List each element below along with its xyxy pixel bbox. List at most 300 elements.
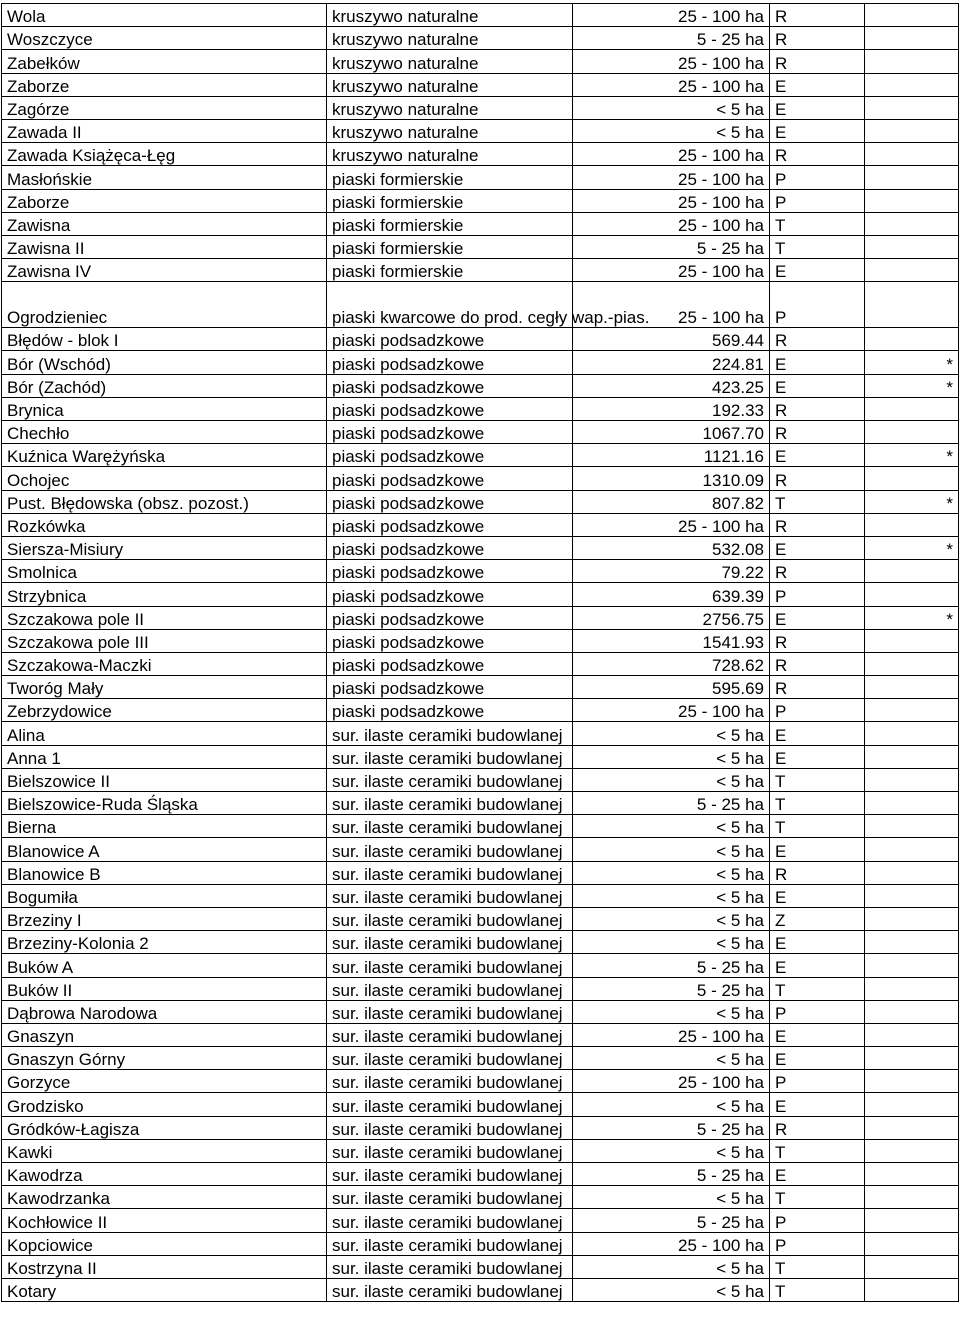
- area-cell: < 5 ha: [573, 768, 770, 791]
- mark-cell: [865, 1047, 959, 1070]
- area-cell: 569.44: [573, 328, 770, 351]
- area-cell: < 5 ha: [573, 1139, 770, 1162]
- area-cell: 192.33: [573, 397, 770, 420]
- area-cell: 5 - 25 ha: [573, 954, 770, 977]
- area-cell: < 5 ha: [573, 1186, 770, 1209]
- table-row: [2, 1023, 959, 1046]
- status-cell: R: [770, 421, 865, 444]
- deposit-name-cell: Smolnica: [2, 560, 327, 583]
- raw-material-cell: sur. ilaste ceramiki budowlanej: [327, 768, 573, 791]
- table-row: [2, 1209, 959, 1232]
- table-row: [2, 96, 959, 119]
- table-row: [2, 397, 959, 420]
- table-row: [2, 421, 959, 444]
- raw-material-cell: sur. ilaste ceramiki budowlanej: [327, 1278, 573, 1301]
- table-row: [2, 699, 959, 722]
- status-cell: R: [770, 676, 865, 699]
- area-cell: 5 - 25 ha: [573, 1116, 770, 1139]
- table-row: [2, 560, 959, 583]
- table-row: [2, 977, 959, 1000]
- status-cell: T: [770, 977, 865, 1000]
- deposit-name-cell: Grodzisko: [2, 1093, 327, 1116]
- raw-material-cell: sur. ilaste ceramiki budowlanej: [327, 722, 573, 745]
- deposit-name-cell: Błędów - blok I: [2, 328, 327, 351]
- status-cell: R: [770, 143, 865, 166]
- mark-cell: [865, 931, 959, 954]
- deposit-name-cell: Buków A: [2, 954, 327, 977]
- raw-material-cell: sur. ilaste ceramiki budowlanej: [327, 815, 573, 838]
- raw-material-cell: piaski podsadzkowe: [327, 374, 573, 397]
- area-cell: < 5 ha: [573, 1278, 770, 1301]
- mark-cell: [865, 1093, 959, 1116]
- table-row: [2, 1070, 959, 1093]
- deposits-table: [1, 3, 959, 1302]
- deposit-name-cell: Ogrodzieniec: [2, 282, 327, 328]
- deposit-name-cell: Dąbrowa Narodowa: [2, 1000, 327, 1023]
- raw-material-cell: sur. ilaste ceramiki budowlanej: [327, 792, 573, 815]
- area-cell: 25 - 100 ha: [573, 143, 770, 166]
- mark-cell: [865, 1116, 959, 1139]
- table-row: [2, 861, 959, 884]
- table-row: [2, 119, 959, 142]
- mark-cell: [865, 1232, 959, 1255]
- mark-cell: [865, 652, 959, 675]
- status-cell: T: [770, 235, 865, 258]
- mark-cell: [865, 259, 959, 282]
- area-cell: < 5 ha: [573, 1093, 770, 1116]
- status-cell: T: [770, 490, 865, 513]
- area-cell: 25 - 100 ha: [573, 513, 770, 536]
- status-cell: E: [770, 536, 865, 559]
- deposit-name-cell: Szczakowa pole III: [2, 629, 327, 652]
- area-cell: 25 - 100 ha: [573, 166, 770, 189]
- area-cell: < 5 ha: [573, 722, 770, 745]
- raw-material-cell: sur. ilaste ceramiki budowlanej: [327, 1139, 573, 1162]
- deposit-name-cell: Ochojec: [2, 467, 327, 490]
- mark-cell: *: [865, 536, 959, 559]
- area-cell: 595.69: [573, 676, 770, 699]
- status-cell: E: [770, 884, 865, 907]
- table-row: [2, 1139, 959, 1162]
- status-cell: E: [770, 1093, 865, 1116]
- deposit-name-cell: Bierna: [2, 815, 327, 838]
- table-row: [2, 815, 959, 838]
- deposit-name-cell: Gnaszyn: [2, 1023, 327, 1046]
- table-row: [2, 1093, 959, 1116]
- mark-cell: [865, 513, 959, 536]
- raw-material-cell: kruszywo naturalne: [327, 96, 573, 119]
- raw-material-cell: sur. ilaste ceramiki budowlanej: [327, 954, 573, 977]
- deposit-name-cell: Brzeziny-Kolonia 2: [2, 931, 327, 954]
- status-cell: R: [770, 50, 865, 73]
- status-cell: R: [770, 467, 865, 490]
- status-cell: E: [770, 351, 865, 374]
- mark-cell: [865, 27, 959, 50]
- raw-material-cell: sur. ilaste ceramiki budowlanej: [327, 1000, 573, 1023]
- mark-cell: [865, 166, 959, 189]
- deposit-name-cell: Kawodrzanka: [2, 1186, 327, 1209]
- raw-material-cell: piaski podsadzkowe: [327, 351, 573, 374]
- mark-cell: [865, 583, 959, 606]
- raw-material-cell: sur. ilaste ceramiki budowlanej: [327, 1186, 573, 1209]
- table-row: [2, 745, 959, 768]
- deposit-name-cell: Zawada II: [2, 119, 327, 142]
- raw-material-cell: piaski podsadzkowe: [327, 629, 573, 652]
- table-row: [2, 513, 959, 536]
- area-cell: 639.39: [573, 583, 770, 606]
- table-row: [2, 143, 959, 166]
- area-cell: < 5 ha: [573, 907, 770, 930]
- table-row: [2, 189, 959, 212]
- mark-cell: [865, 212, 959, 235]
- mark-cell: [865, 50, 959, 73]
- status-cell: T: [770, 768, 865, 791]
- area-cell: 423.25: [573, 374, 770, 397]
- raw-material-cell: piaski formierskie: [327, 235, 573, 258]
- table-row: [2, 1163, 959, 1186]
- mark-cell: [865, 282, 959, 328]
- raw-material-cell: piaski podsadzkowe: [327, 652, 573, 675]
- status-cell: E: [770, 444, 865, 467]
- raw-material-cell: piaski kwarcowe do prod. cegły wap.-pias.: [327, 282, 573, 328]
- area-cell: < 5 ha: [573, 838, 770, 861]
- mark-cell: [865, 792, 959, 815]
- deposit-name-cell: Bór (Wschód): [2, 351, 327, 374]
- area-cell: 1310.09: [573, 467, 770, 490]
- mark-cell: *: [865, 490, 959, 513]
- table-row: [2, 606, 959, 629]
- mark-cell: [865, 143, 959, 166]
- deposit-name-cell: Bogumiła: [2, 884, 327, 907]
- mark-cell: *: [865, 351, 959, 374]
- area-cell: < 5 ha: [573, 96, 770, 119]
- raw-material-cell: sur. ilaste ceramiki budowlanej: [327, 884, 573, 907]
- raw-material-cell: sur. ilaste ceramiki budowlanej: [327, 1232, 573, 1255]
- area-cell: 25 - 100 ha: [573, 282, 770, 328]
- area-cell: 25 - 100 ha: [573, 212, 770, 235]
- deposit-name-cell: Szczakowa pole II: [2, 606, 327, 629]
- table-row: [2, 166, 959, 189]
- table-row: [2, 4, 959, 27]
- raw-material-cell: piaski podsadzkowe: [327, 397, 573, 420]
- table-row: [2, 1116, 959, 1139]
- deposit-name-cell: Bielszowice II: [2, 768, 327, 791]
- mark-cell: *: [865, 606, 959, 629]
- deposit-name-cell: Kostrzyna II: [2, 1255, 327, 1278]
- area-cell: < 5 ha: [573, 1255, 770, 1278]
- deposit-name-cell: Kuźnica Warężyńska: [2, 444, 327, 467]
- status-cell: P: [770, 282, 865, 328]
- area-cell: < 5 ha: [573, 861, 770, 884]
- raw-material-cell: sur. ilaste ceramiki budowlanej: [327, 1255, 573, 1278]
- mark-cell: *: [865, 374, 959, 397]
- mark-cell: [865, 328, 959, 351]
- table-row: [2, 536, 959, 559]
- mark-cell: [865, 421, 959, 444]
- status-cell: E: [770, 838, 865, 861]
- table-row: [2, 954, 959, 977]
- deposit-name-cell: Zawisna: [2, 212, 327, 235]
- deposit-name-cell: Zawada Książęca-Łęg: [2, 143, 327, 166]
- status-cell: E: [770, 119, 865, 142]
- deposit-name-cell: Gnaszyn Górny: [2, 1047, 327, 1070]
- raw-material-cell: piaski formierskie: [327, 166, 573, 189]
- mark-cell: [865, 119, 959, 142]
- raw-material-cell: sur. ilaste ceramiki budowlanej: [327, 977, 573, 1000]
- mark-cell: *: [865, 444, 959, 467]
- deposit-name-cell: Masłońskie: [2, 166, 327, 189]
- deposit-name-cell: Kochłowice II: [2, 1209, 327, 1232]
- table-row: [2, 27, 959, 50]
- area-cell: 2756.75: [573, 606, 770, 629]
- deposit-name-cell: Bór (Zachód): [2, 374, 327, 397]
- deposit-name-cell: Alina: [2, 722, 327, 745]
- mark-cell: [865, 1000, 959, 1023]
- raw-material-cell: piaski formierskie: [327, 189, 573, 212]
- table-row: [2, 444, 959, 467]
- deposits-table-body: [2, 4, 959, 1302]
- mark-cell: [865, 235, 959, 258]
- mark-cell: [865, 189, 959, 212]
- mark-cell: [865, 954, 959, 977]
- deposit-name-cell: Blanowice A: [2, 838, 327, 861]
- mark-cell: [865, 1209, 959, 1232]
- area-cell: 25 - 100 ha: [573, 1070, 770, 1093]
- area-cell: 25 - 100 ha: [573, 73, 770, 96]
- table-row: [2, 884, 959, 907]
- status-cell: P: [770, 699, 865, 722]
- area-cell: 25 - 100 ha: [573, 189, 770, 212]
- mark-cell: [865, 722, 959, 745]
- raw-material-cell: sur. ilaste ceramiki budowlanej: [327, 1070, 573, 1093]
- area-cell: 532.08: [573, 536, 770, 559]
- mark-cell: [865, 838, 959, 861]
- table-row: [2, 1047, 959, 1070]
- raw-material-cell: kruszywo naturalne: [327, 50, 573, 73]
- mark-cell: [865, 560, 959, 583]
- raw-material-cell: sur. ilaste ceramiki budowlanej: [327, 1023, 573, 1046]
- status-cell: T: [770, 1186, 865, 1209]
- raw-material-cell: piaski podsadzkowe: [327, 467, 573, 490]
- deposit-name-cell: Kawodrza: [2, 1163, 327, 1186]
- deposit-name-cell: Anna 1: [2, 745, 327, 768]
- table-row: [2, 259, 959, 282]
- status-cell: R: [770, 328, 865, 351]
- area-cell: 5 - 25 ha: [573, 1209, 770, 1232]
- raw-material-cell: kruszywo naturalne: [327, 73, 573, 96]
- deposit-name-cell: Szczakowa-Maczki: [2, 652, 327, 675]
- status-cell: P: [770, 1000, 865, 1023]
- raw-material-cell: piaski formierskie: [327, 259, 573, 282]
- status-cell: E: [770, 931, 865, 954]
- status-cell: T: [770, 212, 865, 235]
- mark-cell: [865, 397, 959, 420]
- mark-cell: [865, 745, 959, 768]
- deposit-name-cell: Woszczyce: [2, 27, 327, 50]
- deposit-name-cell: Siersza-Misiury: [2, 536, 327, 559]
- deposit-name-cell: Bielszowice-Ruda Śląska: [2, 792, 327, 815]
- area-cell: 25 - 100 ha: [573, 4, 770, 27]
- raw-material-cell: kruszywo naturalne: [327, 4, 573, 27]
- deposit-name-cell: Zagórze: [2, 96, 327, 119]
- raw-material-cell: sur. ilaste ceramiki budowlanej: [327, 838, 573, 861]
- mark-cell: [865, 1163, 959, 1186]
- raw-material-cell: piaski podsadzkowe: [327, 513, 573, 536]
- deposit-name-cell: Blanowice B: [2, 861, 327, 884]
- area-cell: < 5 ha: [573, 1047, 770, 1070]
- deposit-name-cell: Brzeziny I: [2, 907, 327, 930]
- raw-material-cell: piaski podsadzkowe: [327, 606, 573, 629]
- area-cell: 25 - 100 ha: [573, 1232, 770, 1255]
- area-cell: 224.81: [573, 351, 770, 374]
- deposit-name-cell: Gródków-Łagisza: [2, 1116, 327, 1139]
- status-cell: P: [770, 1070, 865, 1093]
- deposit-name-cell: Zaborze: [2, 73, 327, 96]
- table-row: [2, 282, 959, 328]
- status-cell: T: [770, 792, 865, 815]
- deposit-name-cell: Zawisna IV: [2, 259, 327, 282]
- status-cell: E: [770, 954, 865, 977]
- table-row: [2, 50, 959, 73]
- status-cell: R: [770, 1116, 865, 1139]
- status-cell: E: [770, 745, 865, 768]
- mark-cell: [865, 768, 959, 791]
- area-cell: 5 - 25 ha: [573, 792, 770, 815]
- table-row: [2, 490, 959, 513]
- raw-material-cell: kruszywo naturalne: [327, 143, 573, 166]
- table-row: [2, 1278, 959, 1301]
- deposit-name-cell: Zaborze: [2, 189, 327, 212]
- deposit-name-cell: Tworóg Mały: [2, 676, 327, 699]
- mark-cell: [865, 676, 959, 699]
- status-cell: E: [770, 1047, 865, 1070]
- table-row: [2, 722, 959, 745]
- raw-material-cell: sur. ilaste ceramiki budowlanej: [327, 861, 573, 884]
- raw-material-cell: sur. ilaste ceramiki budowlanej: [327, 1093, 573, 1116]
- mark-cell: [865, 699, 959, 722]
- table-row: [2, 212, 959, 235]
- deposit-name-cell: Kawki: [2, 1139, 327, 1162]
- status-cell: P: [770, 1232, 865, 1255]
- status-cell: P: [770, 166, 865, 189]
- table-row: [2, 1186, 959, 1209]
- area-cell: < 5 ha: [573, 815, 770, 838]
- deposit-name-cell: Chechło: [2, 421, 327, 444]
- area-cell: 807.82: [573, 490, 770, 513]
- raw-material-cell: sur. ilaste ceramiki budowlanej: [327, 1163, 573, 1186]
- status-cell: E: [770, 1023, 865, 1046]
- deposit-name-cell: Zebrzydowice: [2, 699, 327, 722]
- status-cell: E: [770, 73, 865, 96]
- area-cell: 25 - 100 ha: [573, 1023, 770, 1046]
- mark-cell: [865, 1139, 959, 1162]
- table-row: [2, 768, 959, 791]
- raw-material-cell: piaski podsadzkowe: [327, 560, 573, 583]
- area-cell: < 5 ha: [573, 884, 770, 907]
- area-cell: 5 - 25 ha: [573, 1163, 770, 1186]
- area-cell: < 5 ha: [573, 119, 770, 142]
- raw-material-cell: sur. ilaste ceramiki budowlanej: [327, 931, 573, 954]
- deposit-name-cell: Wola: [2, 4, 327, 27]
- status-cell: E: [770, 374, 865, 397]
- table-row: [2, 931, 959, 954]
- raw-material-cell: piaski podsadzkowe: [327, 699, 573, 722]
- status-cell: R: [770, 652, 865, 675]
- mark-cell: [865, 96, 959, 119]
- area-cell: 5 - 25 ha: [573, 27, 770, 50]
- area-cell: 1067.70: [573, 421, 770, 444]
- deposit-name-cell: Kotary: [2, 1278, 327, 1301]
- mark-cell: [865, 907, 959, 930]
- status-cell: R: [770, 513, 865, 536]
- mark-cell: [865, 884, 959, 907]
- table-row: [2, 1255, 959, 1278]
- status-cell: R: [770, 629, 865, 652]
- raw-material-cell: piaski podsadzkowe: [327, 444, 573, 467]
- table-row: [2, 73, 959, 96]
- raw-material-cell: piaski podsadzkowe: [327, 490, 573, 513]
- status-cell: P: [770, 583, 865, 606]
- status-cell: R: [770, 560, 865, 583]
- area-cell: 25 - 100 ha: [573, 699, 770, 722]
- deposit-name-cell: Zawisna II: [2, 235, 327, 258]
- status-cell: E: [770, 259, 865, 282]
- raw-material-cell: kruszywo naturalne: [327, 119, 573, 142]
- deposit-name-cell: Rozkówka: [2, 513, 327, 536]
- raw-material-cell: piaski podsadzkowe: [327, 328, 573, 351]
- mark-cell: [865, 1186, 959, 1209]
- mark-cell: [865, 1255, 959, 1278]
- status-cell: R: [770, 4, 865, 27]
- mark-cell: [865, 1278, 959, 1301]
- table-row: [2, 583, 959, 606]
- status-cell: T: [770, 1139, 865, 1162]
- area-cell: 5 - 25 ha: [573, 977, 770, 1000]
- raw-material-cell: piaski podsadzkowe: [327, 536, 573, 559]
- area-cell: 79.22: [573, 560, 770, 583]
- table-row: [2, 629, 959, 652]
- mark-cell: [865, 861, 959, 884]
- status-cell: R: [770, 861, 865, 884]
- table-row: [2, 351, 959, 374]
- mark-cell: [865, 815, 959, 838]
- status-cell: P: [770, 189, 865, 212]
- status-cell: E: [770, 96, 865, 119]
- table-row: [2, 1000, 959, 1023]
- raw-material-cell: sur. ilaste ceramiki budowlanej: [327, 1209, 573, 1232]
- table-row: [2, 328, 959, 351]
- table-row: [2, 838, 959, 861]
- status-cell: T: [770, 1278, 865, 1301]
- raw-material-cell: sur. ilaste ceramiki budowlanej: [327, 1047, 573, 1070]
- status-cell: R: [770, 397, 865, 420]
- status-cell: P: [770, 1209, 865, 1232]
- table-row: [2, 1232, 959, 1255]
- deposit-name-cell: Brynica: [2, 397, 327, 420]
- area-cell: 728.62: [573, 652, 770, 675]
- raw-material-cell: piaski formierskie: [327, 212, 573, 235]
- mark-cell: [865, 73, 959, 96]
- raw-material-cell: kruszywo naturalne: [327, 27, 573, 50]
- mark-cell: [865, 1023, 959, 1046]
- area-cell: 1121.16: [573, 444, 770, 467]
- area-cell: 25 - 100 ha: [573, 50, 770, 73]
- table-row: [2, 676, 959, 699]
- mark-cell: [865, 1070, 959, 1093]
- table-row: [2, 235, 959, 258]
- table-row: [2, 374, 959, 397]
- raw-material-cell: sur. ilaste ceramiki budowlanej: [327, 907, 573, 930]
